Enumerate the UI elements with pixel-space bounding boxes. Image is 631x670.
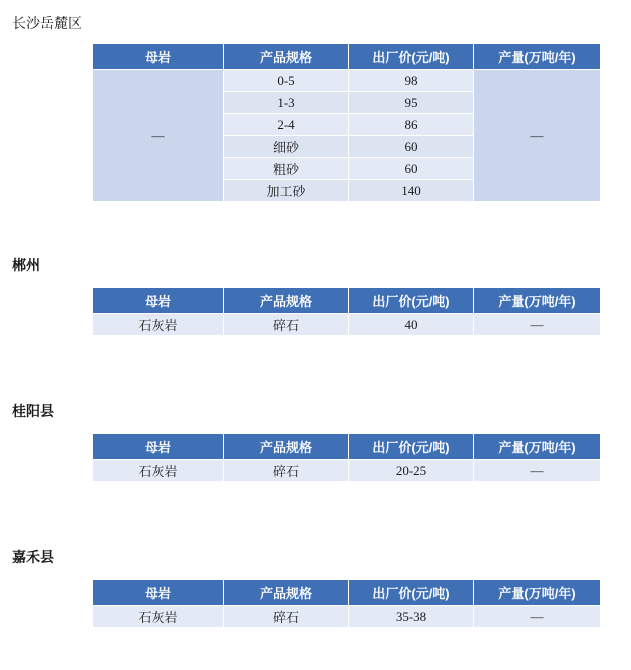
cell-output: — [474,70,601,202]
section-title: 郴州 [12,257,40,273]
section-title: 桂阳县 [12,403,54,419]
section-guiyang-county [0,402,631,482]
table-row [93,70,601,92]
table-row [93,314,601,336]
cell-price: 60 [349,158,474,180]
column-header-output: 产量(万吨/年) [474,434,601,460]
column-header-rock: 母岩 [93,288,224,314]
cell-rock: — [93,70,224,202]
price-table [92,288,601,336]
cell-rock: 石灰岩 [93,314,224,336]
cell-rock: 石灰岩 [93,606,224,628]
cell-spec: 1-3 [224,92,349,114]
cell-spec: 0-5 [224,70,349,92]
table-header-row [93,580,601,606]
column-header-spec: 产品规格 [224,44,349,70]
section-title: 长沙岳麓区 [12,15,82,31]
column-header-price: 出厂价(元/吨) [349,44,474,70]
cell-rock: 石灰岩 [93,460,224,482]
column-header-rock: 母岩 [93,44,224,70]
cell-spec: 碎石 [224,460,349,482]
table-header-row [93,288,601,314]
cell-price: 40 [349,314,474,336]
cell-price: 86 [349,114,474,136]
column-header-spec: 产品规格 [224,434,349,460]
price-table [92,434,601,482]
cell-price: 140 [349,180,474,202]
table-wrapper [0,580,631,628]
cell-output: — [474,606,601,628]
table-wrapper [0,434,631,482]
price-table [92,580,601,628]
cell-spec: 2-4 [224,114,349,136]
section-chenzhou [0,256,631,336]
section-jiahe-county [0,548,631,628]
table-header-row [93,434,601,460]
section-title: 嘉禾县 [12,549,54,565]
column-header-output: 产量(万吨/年) [474,44,601,70]
cell-output: — [474,460,601,482]
column-header-price: 出厂价(元/吨) [349,580,474,606]
table-header-row [93,44,601,70]
cell-price: 35-38 [349,606,474,628]
column-header-spec: 产品规格 [224,288,349,314]
table-row [93,606,601,628]
column-header-price: 出厂价(元/吨) [349,288,474,314]
cell-spec: 加工砂 [224,180,349,202]
cell-spec: 碎石 [224,606,349,628]
table-wrapper [0,44,631,202]
cell-price: 98 [349,70,474,92]
cell-price: 60 [349,136,474,158]
column-header-output: 产量(万吨/年) [474,580,601,606]
cell-spec: 细砂 [224,136,349,158]
cell-price: 95 [349,92,474,114]
section-changsha-yuelu [0,14,631,202]
column-header-rock: 母岩 [93,434,224,460]
cell-price: 20-25 [349,460,474,482]
cell-spec: 粗砂 [224,158,349,180]
table-wrapper [0,288,631,336]
column-header-price: 出厂价(元/吨) [349,434,474,460]
table-row [93,460,601,482]
price-table [92,44,601,202]
cell-output: — [474,314,601,336]
column-header-spec: 产品规格 [224,580,349,606]
column-header-rock: 母岩 [93,580,224,606]
column-header-output: 产量(万吨/年) [474,288,601,314]
cell-spec: 碎石 [224,314,349,336]
